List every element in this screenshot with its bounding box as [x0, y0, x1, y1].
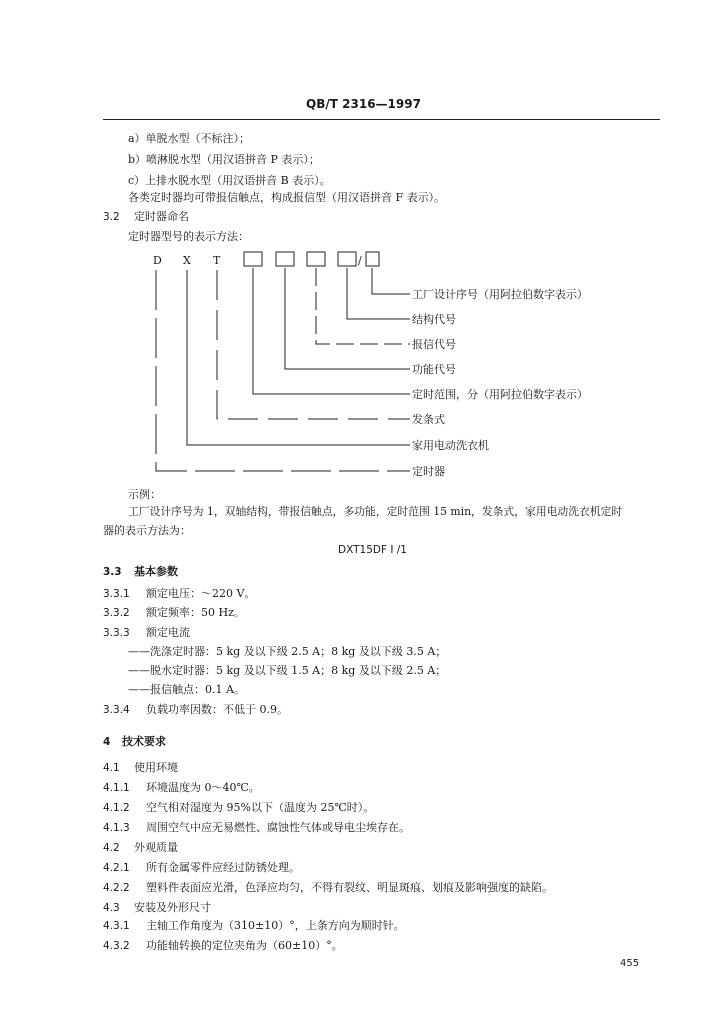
section-row-text: 外观质量 [134, 841, 178, 854]
section-row-number: 4.1 [103, 762, 120, 774]
code-letter-t: T [213, 254, 221, 267]
code-box-serial [366, 252, 379, 266]
label-structure: 结构代号 [412, 313, 456, 326]
code-slash: / [358, 254, 362, 267]
leader-line-timer [156, 270, 410, 471]
section-row-text: 安装及外形尺寸 [134, 901, 211, 914]
intro-item-b: b）喷淋脱水型（用汉语拼音 P 表示）； [128, 153, 320, 166]
label-range: 定时范围，分（用阿拉伯数字表示） [412, 388, 588, 401]
leader-line-structure [347, 268, 410, 319]
header-rule [103, 119, 660, 120]
leader-line-spring [217, 270, 410, 419]
label-spring: 发条式 [412, 413, 445, 426]
label-serial: 工厂设计序号（用阿拉伯数字表示） [412, 288, 588, 301]
section-row-text: ——报信触点：0.1 A。 [128, 683, 245, 696]
section-row-text: 功能轴转换的定位夹角为（60±10）°。 [146, 939, 343, 952]
section-row-number: 4.1.3 [103, 822, 130, 834]
section-row-text: ——洗涤定时器：5 kg 及以下级 2.5 A；8 kg 及以下级 3.5 A； [128, 645, 447, 658]
intro-note: 各类定时器均可带报信触点，构成报信型（用汉语拼音 F 表示）。 [128, 191, 446, 204]
code-box-range [244, 252, 262, 266]
section-row-text: 负载功率因数：不低于 0.9。 [146, 703, 288, 716]
code-box-structure [338, 252, 356, 266]
leader-line-washer [187, 270, 410, 445]
section-row-number: 4 [103, 736, 111, 748]
section-row-text: 周围空气中应无易燃性、腐蚀性气体或导电尘埃存在。 [146, 821, 410, 834]
example-label: 示例： [128, 488, 161, 501]
section-row-text: 主轴工作角度为（310±10）°，上条方向为顺时针。 [146, 919, 405, 932]
section-intro: 定时器型号的表示方法： [128, 230, 249, 243]
section-row-text: 环境温度为 0～40℃。 [146, 781, 260, 794]
intro-item-a: a）单脱水型（不标注）； [128, 132, 251, 145]
leader-line-alarm [316, 268, 410, 344]
section-row-number: 3.3 [103, 566, 122, 578]
section-row-text: 塑料件表面应光滑，色泽应均匀，不得有裂纹、明显斑痕、划痕及影响强度的缺陷。 [146, 881, 553, 894]
section-row-text: 空气相对湿度为 95%以下（温度为 25℃时）。 [146, 801, 375, 814]
code-letter-d: D [153, 254, 162, 267]
page-header: QB/T 2316—1997 [306, 97, 421, 111]
section-row-number: 3.3.2 [103, 607, 130, 619]
section-row-text: ——脱水定时器：5 kg 及以下级 1.5 A；8 kg 及以下级 2.5 A； [128, 664, 447, 677]
label-alarm: 报信代号 [412, 338, 456, 351]
section-row-number: 4.3.1 [103, 920, 130, 932]
section-row-text: 额定电压：～220 V。 [146, 587, 256, 600]
section-row-text: 基本参数 [134, 565, 178, 578]
section-row-number: 3.3.4 [103, 704, 130, 716]
section-row-text: 额定频率：50 Hz。 [146, 606, 245, 619]
section-number: 3.2 [103, 211, 120, 223]
section-row-text: 额定电流 [146, 626, 190, 639]
code-letter-x: X [183, 254, 191, 267]
section-row-number: 4.3.2 [103, 940, 130, 952]
section-row-number: 4.2.2 [103, 882, 130, 894]
section-title: 定时器命名 [134, 210, 189, 223]
leader-line-range [253, 268, 410, 394]
intro-item-c: c）上排水脱水型（用汉语拼音 B 表示）。 [128, 174, 331, 187]
leader-line-serial [372, 268, 410, 294]
section-row-number: 3.3.1 [103, 588, 130, 600]
example-line-1: 工厂设计序号为 1，双轴结构，带报信触点，多功能，定时范围 15 min，发条式，家用电动洗衣机定时 [128, 505, 623, 518]
section-row-number: 3.3.3 [103, 627, 130, 639]
section-row-number: 4.2.1 [103, 862, 130, 874]
label-function: 功能代号 [412, 363, 456, 376]
leader-line-function [285, 268, 410, 369]
label-washer: 家用电动洗衣机 [412, 439, 489, 452]
section-row-text: 技术要求 [122, 735, 166, 748]
label-timer: 定时器 [412, 465, 445, 478]
code-box-function [276, 252, 294, 266]
example-code: DXT15DF I /1 [338, 544, 407, 556]
section-row-number: 4.3 [103, 902, 120, 914]
section-row-number: 4.1.2 [103, 802, 130, 814]
section-row-text: 所有金属零件应经过防锈处理。 [146, 861, 300, 874]
section-row-number: 4.2 [103, 842, 120, 854]
section-row-number: 4.1.1 [103, 782, 130, 794]
code-box-alarm [307, 252, 325, 266]
example-line-2: 器的表示方法为： [103, 524, 191, 537]
section-row-text: 使用环境 [134, 761, 178, 774]
page-number: 455 [620, 958, 640, 969]
